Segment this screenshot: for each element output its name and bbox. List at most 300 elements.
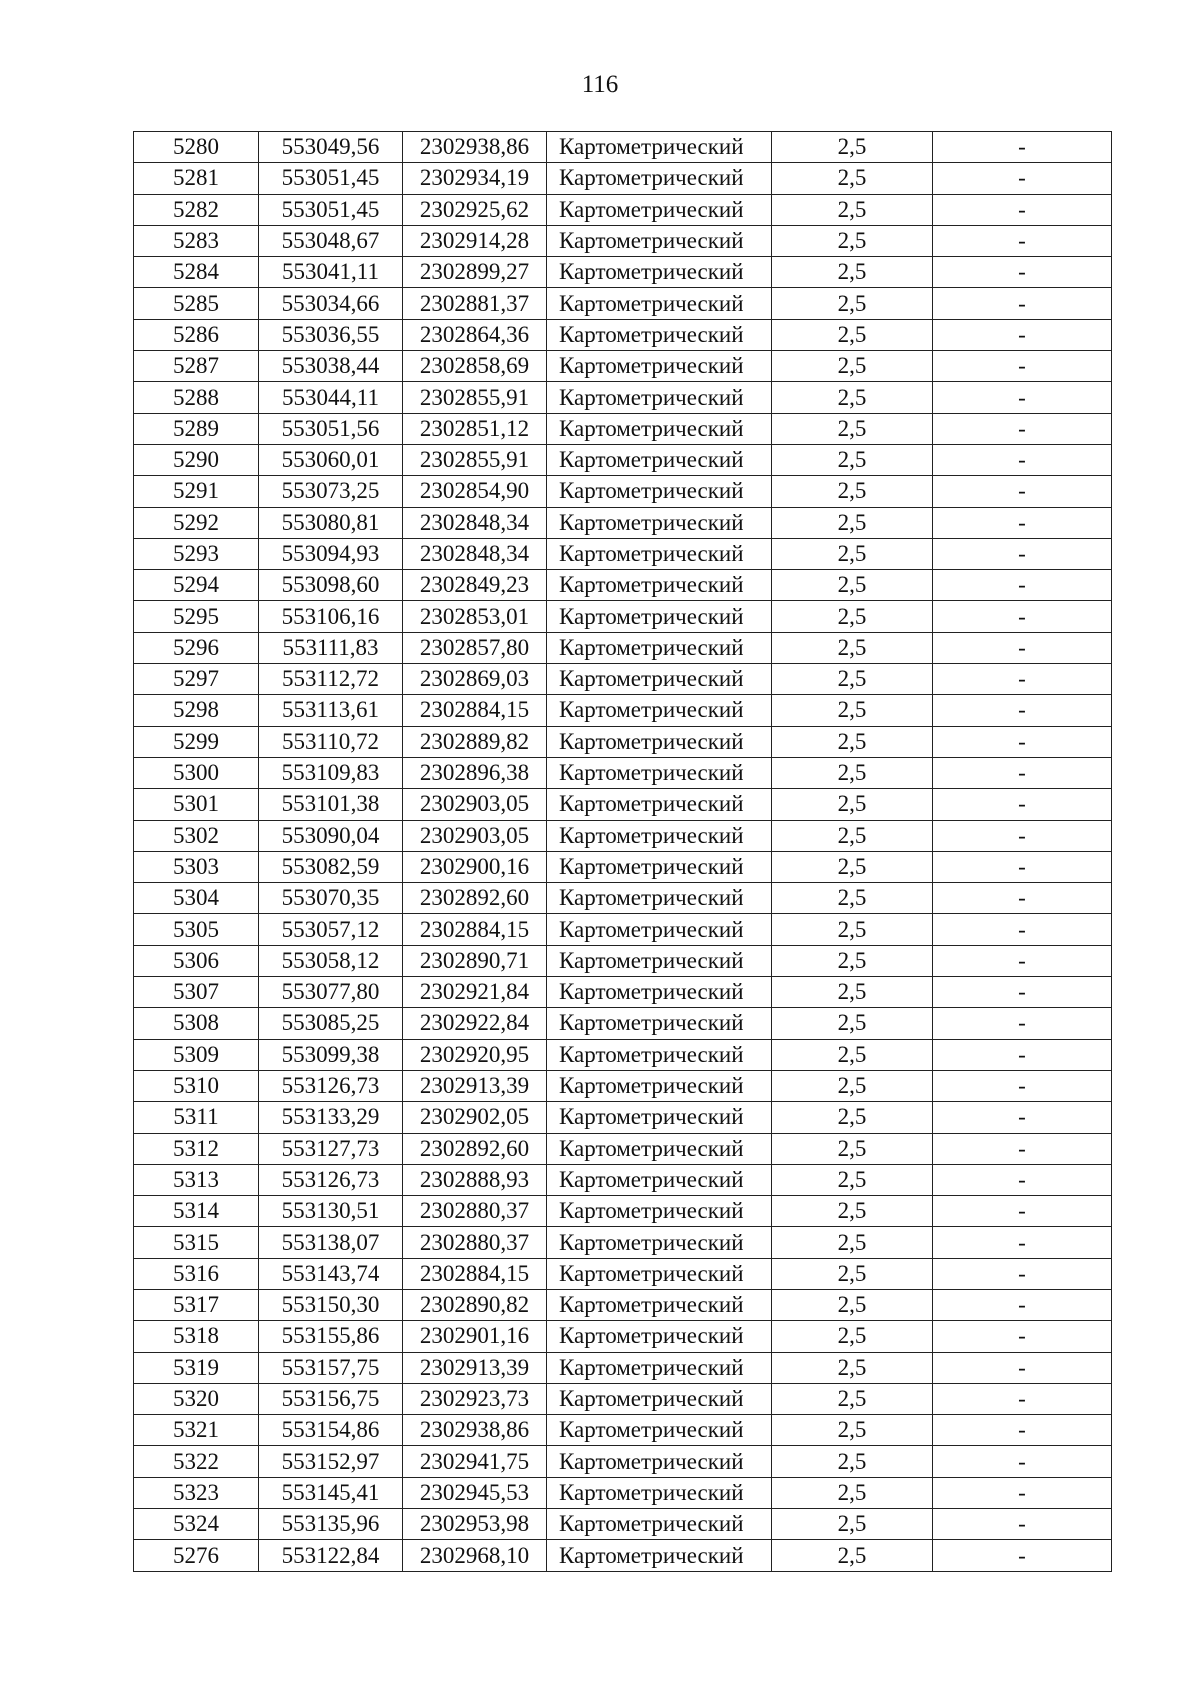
y-coordinate-cell: 2302869,03 <box>403 664 547 695</box>
table-row <box>134 225 1112 256</box>
accuracy-cell: 2,5 <box>772 351 933 382</box>
point-number-cell: 5284 <box>134 257 259 288</box>
y-coordinate-cell: 2302921,84 <box>403 977 547 1008</box>
x-coordinate-cell: 553127,73 <box>259 1133 403 1164</box>
table-row <box>134 1039 1112 1070</box>
method-cell: Картометрический <box>547 1446 772 1477</box>
accuracy-cell: 2,5 <box>772 1133 933 1164</box>
table-row <box>134 789 1112 820</box>
note-cell: - <box>933 194 1112 225</box>
x-coordinate-cell: 553090,04 <box>259 820 403 851</box>
point-number-cell: 5313 <box>134 1164 259 1195</box>
point-number-cell: 5323 <box>134 1477 259 1508</box>
y-coordinate-cell: 2302892,60 <box>403 883 547 914</box>
point-number-cell: 5292 <box>134 507 259 538</box>
y-coordinate-cell: 2302884,15 <box>403 1258 547 1289</box>
method-cell: Картометрический <box>547 1258 772 1289</box>
accuracy-cell: 2,5 <box>772 444 933 475</box>
note-cell: - <box>933 1164 1112 1195</box>
table-row <box>134 570 1112 601</box>
y-coordinate-cell: 2302902,05 <box>403 1102 547 1133</box>
note-cell: - <box>933 507 1112 538</box>
y-coordinate-cell: 2302881,37 <box>403 288 547 319</box>
accuracy-cell: 2,5 <box>772 1039 933 1070</box>
method-cell: Картометрический <box>547 1352 772 1383</box>
y-coordinate-cell: 2302889,82 <box>403 726 547 757</box>
note-cell: - <box>933 1446 1112 1477</box>
point-number-cell: 5285 <box>134 288 259 319</box>
table-row <box>134 413 1112 444</box>
point-number-cell: 5309 <box>134 1039 259 1070</box>
table-row <box>134 883 1112 914</box>
accuracy-cell: 2,5 <box>772 413 933 444</box>
point-number-cell: 5288 <box>134 382 259 413</box>
table-row <box>134 382 1112 413</box>
y-coordinate-cell: 2302913,39 <box>403 1070 547 1101</box>
x-coordinate-cell: 553145,41 <box>259 1477 403 1508</box>
table-row <box>134 1196 1112 1227</box>
table-row <box>134 1477 1112 1508</box>
x-coordinate-cell: 553155,86 <box>259 1321 403 1352</box>
note-cell: - <box>933 757 1112 788</box>
table-row <box>134 257 1112 288</box>
y-coordinate-cell: 2302884,15 <box>403 914 547 945</box>
table-row <box>134 163 1112 194</box>
method-cell: Картометрический <box>547 851 772 882</box>
note-cell: - <box>933 945 1112 976</box>
accuracy-cell: 2,5 <box>772 1415 933 1446</box>
point-number-cell: 5282 <box>134 194 259 225</box>
accuracy-cell: 2,5 <box>772 1102 933 1133</box>
accuracy-cell: 2,5 <box>772 476 933 507</box>
accuracy-cell: 2,5 <box>772 1446 933 1477</box>
point-number-cell: 5290 <box>134 444 259 475</box>
accuracy-cell: 2,5 <box>772 257 933 288</box>
accuracy-cell: 2,5 <box>772 1258 933 1289</box>
point-number-cell: 5314 <box>134 1196 259 1227</box>
point-number-cell: 5311 <box>134 1102 259 1133</box>
accuracy-cell: 2,5 <box>772 601 933 632</box>
table-row <box>134 1383 1112 1414</box>
point-number-cell: 5306 <box>134 945 259 976</box>
note-cell: - <box>933 1196 1112 1227</box>
method-cell: Картометрический <box>547 757 772 788</box>
method-cell: Картометрический <box>547 538 772 569</box>
accuracy-cell: 2,5 <box>772 1383 933 1414</box>
point-number-cell: 5291 <box>134 476 259 507</box>
y-coordinate-cell: 2302857,80 <box>403 632 547 663</box>
table-row <box>134 538 1112 569</box>
y-coordinate-cell: 2302851,12 <box>403 413 547 444</box>
method-cell: Картометрический <box>547 789 772 820</box>
y-coordinate-cell: 2302853,01 <box>403 601 547 632</box>
y-coordinate-cell: 2302914,28 <box>403 225 547 256</box>
accuracy-cell: 2,5 <box>772 163 933 194</box>
table-row <box>134 726 1112 757</box>
accuracy-cell: 2,5 <box>772 820 933 851</box>
accuracy-cell: 2,5 <box>772 632 933 663</box>
table-row <box>134 1446 1112 1477</box>
note-cell: - <box>933 601 1112 632</box>
note-cell: - <box>933 382 1112 413</box>
note-cell: - <box>933 132 1112 163</box>
method-cell: Картометрический <box>547 1227 772 1258</box>
accuracy-cell: 2,5 <box>772 132 933 163</box>
x-coordinate-cell: 553060,01 <box>259 444 403 475</box>
y-coordinate-cell: 2302923,73 <box>403 1383 547 1414</box>
method-cell: Картометрический <box>547 1008 772 1039</box>
method-cell: Картометрический <box>547 1383 772 1414</box>
accuracy-cell: 2,5 <box>772 319 933 350</box>
accuracy-cell: 2,5 <box>772 1321 933 1352</box>
x-coordinate-cell: 553058,12 <box>259 945 403 976</box>
method-cell: Картометрический <box>547 1289 772 1320</box>
y-coordinate-cell: 2302848,34 <box>403 507 547 538</box>
accuracy-cell: 2,5 <box>772 945 933 976</box>
point-number-cell: 5324 <box>134 1509 259 1540</box>
note-cell: - <box>933 1258 1112 1289</box>
x-coordinate-cell: 553157,75 <box>259 1352 403 1383</box>
accuracy-cell: 2,5 <box>772 1352 933 1383</box>
y-coordinate-cell: 2302880,37 <box>403 1227 547 1258</box>
table-row <box>134 1258 1112 1289</box>
method-cell: Картометрический <box>547 1477 772 1508</box>
method-cell: Картометрический <box>547 695 772 726</box>
table-row <box>134 132 1112 163</box>
x-coordinate-cell: 553154,86 <box>259 1415 403 1446</box>
table-row <box>134 945 1112 976</box>
accuracy-cell: 2,5 <box>772 914 933 945</box>
x-coordinate-cell: 553099,38 <box>259 1039 403 1070</box>
x-coordinate-cell: 553098,60 <box>259 570 403 601</box>
accuracy-cell: 2,5 <box>772 664 933 695</box>
point-number-cell: 5319 <box>134 1352 259 1383</box>
coordinates-table-body <box>134 132 1112 1572</box>
x-coordinate-cell: 553094,93 <box>259 538 403 569</box>
point-number-cell: 5299 <box>134 726 259 757</box>
note-cell: - <box>933 1509 1112 1540</box>
table-row <box>134 695 1112 726</box>
method-cell: Картометрический <box>547 1102 772 1133</box>
table-row <box>134 1164 1112 1195</box>
note-cell: - <box>933 1352 1112 1383</box>
table-row <box>134 851 1112 882</box>
accuracy-cell: 2,5 <box>772 1289 933 1320</box>
accuracy-cell: 2,5 <box>772 1164 933 1195</box>
point-number-cell: 5316 <box>134 1258 259 1289</box>
x-coordinate-cell: 553111,83 <box>259 632 403 663</box>
point-number-cell: 5312 <box>134 1133 259 1164</box>
table-row <box>134 319 1112 350</box>
x-coordinate-cell: 553109,83 <box>259 757 403 788</box>
note-cell: - <box>933 1102 1112 1133</box>
x-coordinate-cell: 553126,73 <box>259 1164 403 1195</box>
y-coordinate-cell: 2302913,39 <box>403 1352 547 1383</box>
x-coordinate-cell: 553051,56 <box>259 413 403 444</box>
table-row <box>134 288 1112 319</box>
point-number-cell: 5281 <box>134 163 259 194</box>
method-cell: Картометрический <box>547 1415 772 1446</box>
x-coordinate-cell: 553133,29 <box>259 1102 403 1133</box>
note-cell: - <box>933 664 1112 695</box>
table-row <box>134 1352 1112 1383</box>
accuracy-cell: 2,5 <box>772 851 933 882</box>
point-number-cell: 5303 <box>134 851 259 882</box>
x-coordinate-cell: 553156,75 <box>259 1383 403 1414</box>
x-coordinate-cell: 553082,59 <box>259 851 403 882</box>
accuracy-cell: 2,5 <box>772 570 933 601</box>
x-coordinate-cell: 553138,07 <box>259 1227 403 1258</box>
x-coordinate-cell: 553122,84 <box>259 1540 403 1571</box>
method-cell: Картометрический <box>547 1133 772 1164</box>
y-coordinate-cell: 2302900,16 <box>403 851 547 882</box>
table-row <box>134 1133 1112 1164</box>
x-coordinate-cell: 553150,30 <box>259 1289 403 1320</box>
method-cell: Картометрический <box>547 351 772 382</box>
accuracy-cell: 2,5 <box>772 1227 933 1258</box>
y-coordinate-cell: 2302938,86 <box>403 132 547 163</box>
y-coordinate-cell: 2302901,16 <box>403 1321 547 1352</box>
method-cell: Картометрический <box>547 1196 772 1227</box>
x-coordinate-cell: 553077,80 <box>259 977 403 1008</box>
point-number-cell: 5302 <box>134 820 259 851</box>
y-coordinate-cell: 2302903,05 <box>403 820 547 851</box>
table-row <box>134 1008 1112 1039</box>
method-cell: Картометрический <box>547 194 772 225</box>
table-row <box>134 1070 1112 1101</box>
note-cell: - <box>933 538 1112 569</box>
point-number-cell: 5296 <box>134 632 259 663</box>
point-number-cell: 5315 <box>134 1227 259 1258</box>
note-cell: - <box>933 476 1112 507</box>
method-cell: Картометрический <box>547 601 772 632</box>
y-coordinate-cell: 2302888,93 <box>403 1164 547 1195</box>
method-cell: Картометрический <box>547 132 772 163</box>
x-coordinate-cell: 553135,96 <box>259 1509 403 1540</box>
note-cell: - <box>933 1540 1112 1571</box>
x-coordinate-cell: 553034,66 <box>259 288 403 319</box>
x-coordinate-cell: 553113,61 <box>259 695 403 726</box>
y-coordinate-cell: 2302945,53 <box>403 1477 547 1508</box>
x-coordinate-cell: 553085,25 <box>259 1008 403 1039</box>
point-number-cell: 5320 <box>134 1383 259 1414</box>
point-number-cell: 5298 <box>134 695 259 726</box>
table-row <box>134 914 1112 945</box>
point-number-cell: 5304 <box>134 883 259 914</box>
point-number-cell: 5318 <box>134 1321 259 1352</box>
note-cell: - <box>933 1477 1112 1508</box>
method-cell: Картометрический <box>547 883 772 914</box>
x-coordinate-cell: 553036,55 <box>259 319 403 350</box>
x-coordinate-cell: 553126,73 <box>259 1070 403 1101</box>
method-cell: Картометрический <box>547 1540 772 1571</box>
accuracy-cell: 2,5 <box>772 1196 933 1227</box>
y-coordinate-cell: 2302849,23 <box>403 570 547 601</box>
point-number-cell: 5297 <box>134 664 259 695</box>
point-number-cell: 5308 <box>134 1008 259 1039</box>
x-coordinate-cell: 553051,45 <box>259 194 403 225</box>
x-coordinate-cell: 553152,97 <box>259 1446 403 1477</box>
method-cell: Картометрический <box>547 664 772 695</box>
note-cell: - <box>933 1008 1112 1039</box>
table-row <box>134 444 1112 475</box>
accuracy-cell: 2,5 <box>772 789 933 820</box>
note-cell: - <box>933 883 1112 914</box>
x-coordinate-cell: 553049,56 <box>259 132 403 163</box>
y-coordinate-cell: 2302903,05 <box>403 789 547 820</box>
note-cell: - <box>933 977 1112 1008</box>
method-cell: Картометрический <box>547 225 772 256</box>
table-row <box>134 664 1112 695</box>
accuracy-cell: 2,5 <box>772 726 933 757</box>
point-number-cell: 5276 <box>134 1540 259 1571</box>
note-cell: - <box>933 1321 1112 1352</box>
x-coordinate-cell: 553044,11 <box>259 382 403 413</box>
y-coordinate-cell: 2302953,98 <box>403 1509 547 1540</box>
accuracy-cell: 2,5 <box>772 757 933 788</box>
table-row <box>134 820 1112 851</box>
note-cell: - <box>933 1070 1112 1101</box>
note-cell: - <box>933 225 1112 256</box>
table-row <box>134 1102 1112 1133</box>
method-cell: Картометрический <box>547 288 772 319</box>
x-coordinate-cell: 553057,12 <box>259 914 403 945</box>
accuracy-cell: 2,5 <box>772 225 933 256</box>
method-cell: Картометрический <box>547 977 772 1008</box>
method-cell: Картометрический <box>547 914 772 945</box>
y-coordinate-cell: 2302864,36 <box>403 319 547 350</box>
method-cell: Картометрический <box>547 413 772 444</box>
accuracy-cell: 2,5 <box>772 1477 933 1508</box>
note-cell: - <box>933 632 1112 663</box>
table-row <box>134 194 1112 225</box>
x-coordinate-cell: 553143,74 <box>259 1258 403 1289</box>
accuracy-cell: 2,5 <box>772 538 933 569</box>
page-number: 116 <box>581 71 619 98</box>
x-coordinate-cell: 553038,44 <box>259 351 403 382</box>
point-number-cell: 5307 <box>134 977 259 1008</box>
y-coordinate-cell: 2302848,34 <box>403 538 547 569</box>
table-row <box>134 507 1112 538</box>
accuracy-cell: 2,5 <box>772 1540 933 1571</box>
table-row <box>134 757 1112 788</box>
note-cell: - <box>933 1415 1112 1446</box>
method-cell: Картометрический <box>547 444 772 475</box>
method-cell: Картометрический <box>547 476 772 507</box>
point-number-cell: 5293 <box>134 538 259 569</box>
accuracy-cell: 2,5 <box>772 507 933 538</box>
y-coordinate-cell: 2302938,86 <box>403 1415 547 1446</box>
accuracy-cell: 2,5 <box>772 288 933 319</box>
accuracy-cell: 2,5 <box>772 1509 933 1540</box>
note-cell: - <box>933 695 1112 726</box>
accuracy-cell: 2,5 <box>772 1008 933 1039</box>
note-cell: - <box>933 351 1112 382</box>
note-cell: - <box>933 820 1112 851</box>
note-cell: - <box>933 570 1112 601</box>
note-cell: - <box>933 789 1112 820</box>
method-cell: Картометрический <box>547 319 772 350</box>
table-row <box>134 476 1112 507</box>
note-cell: - <box>933 851 1112 882</box>
y-coordinate-cell: 2302899,27 <box>403 257 547 288</box>
note-cell: - <box>933 726 1112 757</box>
note-cell: - <box>933 1039 1112 1070</box>
x-coordinate-cell: 553073,25 <box>259 476 403 507</box>
x-coordinate-cell: 553130,51 <box>259 1196 403 1227</box>
table-row <box>134 351 1112 382</box>
x-coordinate-cell: 553112,72 <box>259 664 403 695</box>
x-coordinate-cell: 553070,35 <box>259 883 403 914</box>
x-coordinate-cell: 553101,38 <box>259 789 403 820</box>
y-coordinate-cell: 2302884,15 <box>403 695 547 726</box>
method-cell: Картометрический <box>547 382 772 413</box>
table-row <box>134 1227 1112 1258</box>
method-cell: Картометрический <box>547 632 772 663</box>
point-number-cell: 5300 <box>134 757 259 788</box>
point-number-cell: 5295 <box>134 601 259 632</box>
y-coordinate-cell: 2302854,90 <box>403 476 547 507</box>
y-coordinate-cell: 2302896,38 <box>403 757 547 788</box>
y-coordinate-cell: 2302920,95 <box>403 1039 547 1070</box>
point-number-cell: 5310 <box>134 1070 259 1101</box>
point-number-cell: 5321 <box>134 1415 259 1446</box>
method-cell: Картометрический <box>547 726 772 757</box>
point-number-cell: 5283 <box>134 225 259 256</box>
y-coordinate-cell: 2302922,84 <box>403 1008 547 1039</box>
method-cell: Картометрический <box>547 570 772 601</box>
note-cell: - <box>933 1133 1112 1164</box>
table-row <box>134 1509 1112 1540</box>
accuracy-cell: 2,5 <box>772 1070 933 1101</box>
point-number-cell: 5294 <box>134 570 259 601</box>
y-coordinate-cell: 2302934,19 <box>403 163 547 194</box>
note-cell: - <box>933 444 1112 475</box>
note-cell: - <box>933 1383 1112 1414</box>
x-coordinate-cell: 553106,16 <box>259 601 403 632</box>
y-coordinate-cell: 2302968,10 <box>403 1540 547 1571</box>
point-number-cell: 5280 <box>134 132 259 163</box>
point-number-cell: 5305 <box>134 914 259 945</box>
note-cell: - <box>933 413 1112 444</box>
method-cell: Картометрический <box>547 1070 772 1101</box>
point-number-cell: 5317 <box>134 1289 259 1320</box>
y-coordinate-cell: 2302892,60 <box>403 1133 547 1164</box>
note-cell: - <box>933 1227 1112 1258</box>
note-cell: - <box>933 163 1112 194</box>
y-coordinate-cell: 2302880,37 <box>403 1196 547 1227</box>
y-coordinate-cell: 2302855,91 <box>403 382 547 413</box>
table-row <box>134 632 1112 663</box>
point-number-cell: 5289 <box>134 413 259 444</box>
method-cell: Картометрический <box>547 1039 772 1070</box>
coordinates-table <box>133 131 1112 1572</box>
accuracy-cell: 2,5 <box>772 382 933 413</box>
note-cell: - <box>933 288 1112 319</box>
method-cell: Картометрический <box>547 1509 772 1540</box>
y-coordinate-cell: 2302941,75 <box>403 1446 547 1477</box>
y-coordinate-cell: 2302855,91 <box>403 444 547 475</box>
y-coordinate-cell: 2302925,62 <box>403 194 547 225</box>
method-cell: Картометрический <box>547 257 772 288</box>
accuracy-cell: 2,5 <box>772 194 933 225</box>
point-number-cell: 5286 <box>134 319 259 350</box>
x-coordinate-cell: 553051,45 <box>259 163 403 194</box>
y-coordinate-cell: 2302890,71 <box>403 945 547 976</box>
y-coordinate-cell: 2302858,69 <box>403 351 547 382</box>
note-cell: - <box>933 319 1112 350</box>
x-coordinate-cell: 553041,11 <box>259 257 403 288</box>
